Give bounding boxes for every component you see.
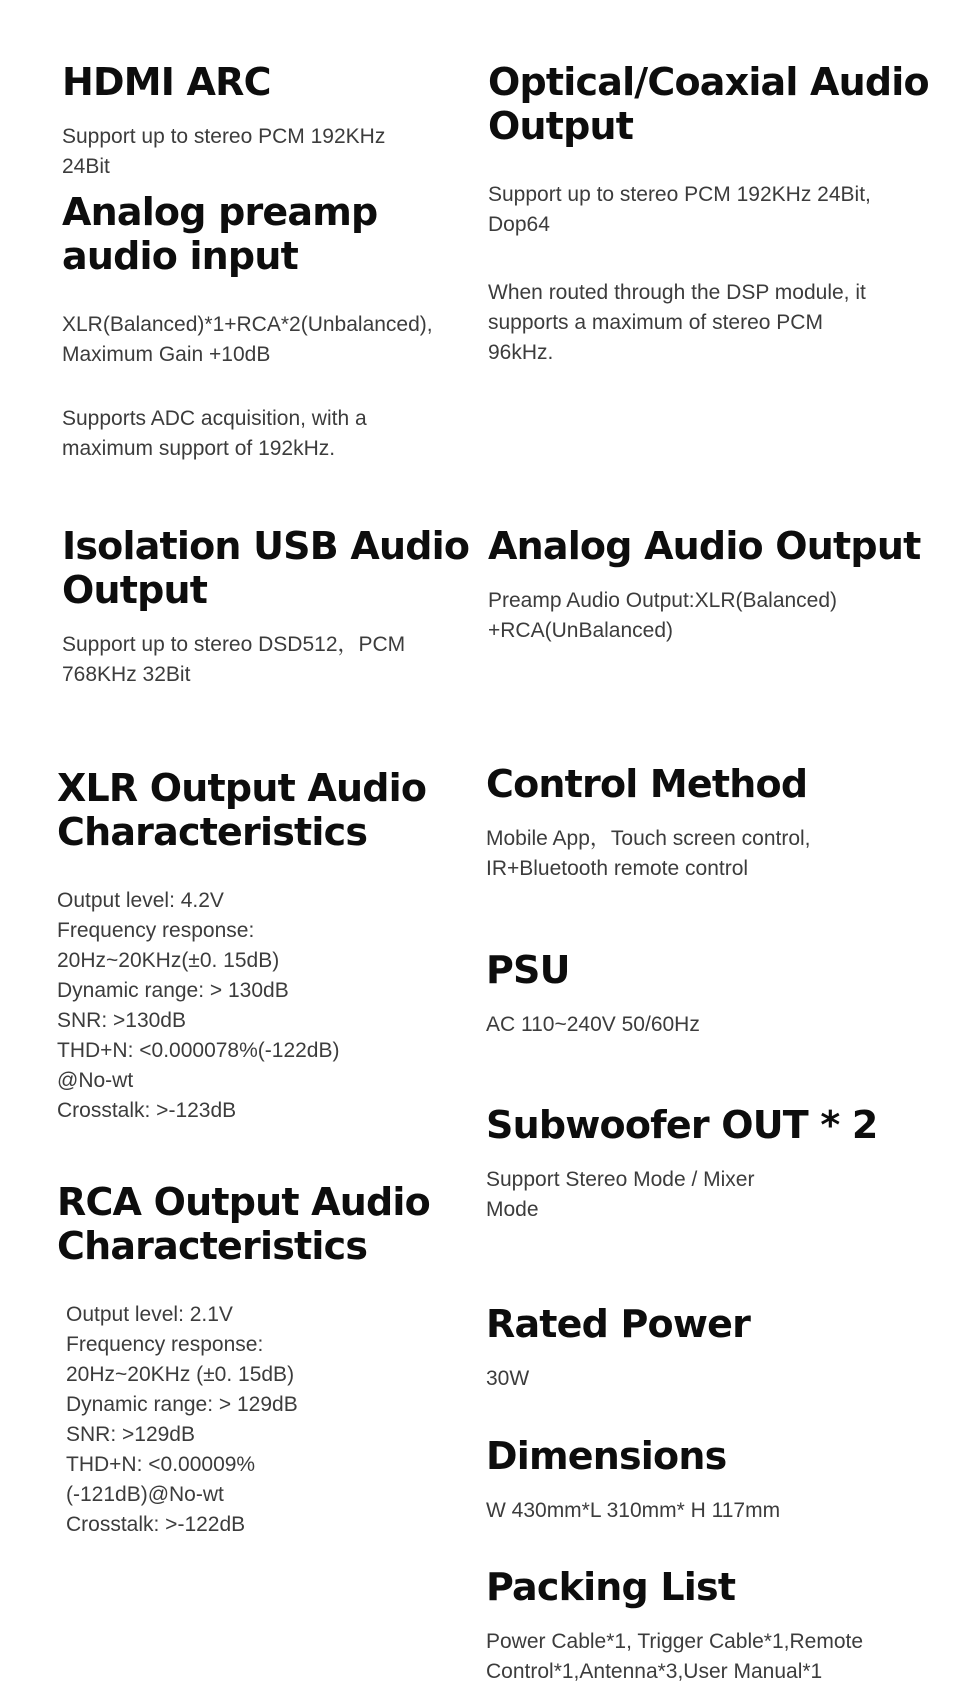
hdmi-arc-title: HDMI ARC [62, 60, 271, 104]
subwoofer-desc [486, 1165, 946, 1225]
dimensions-title: Dimensions [486, 1434, 727, 1478]
xlr-spec-line: Output level: 4.2V [57, 889, 224, 912]
optical-output-title-line-2: Output [488, 104, 634, 148]
packing-list-section [486, 1565, 956, 1687]
control-method-title: Control Method [486, 762, 808, 806]
optical-output-desc-1 [488, 180, 948, 240]
xlr-spec-line: Crosstalk: >-123dB [57, 1099, 237, 1122]
usb-output-line-2: 768KHz 32Bit [62, 663, 191, 686]
optical-p1-line-2: Dop64 [488, 213, 550, 236]
usb-output-desc [62, 630, 482, 690]
rca-output-title [57, 1180, 477, 1268]
control-method-section [486, 762, 946, 884]
psu-section [486, 948, 946, 1040]
hdmi-arc-section [62, 60, 482, 182]
psu-line-1: AC 110~240V 50/60Hz [486, 1013, 700, 1036]
subwoofer-line-1: Support Stereo Mode / Mixer [486, 1168, 755, 1191]
rca-output-specs [57, 1300, 477, 1540]
analog-input-p1-line-2: Maximum Gain +10dB [62, 343, 271, 366]
psu-title: PSU [486, 948, 570, 992]
analog-input-p2-line-2: maximum support of 192kHz. [62, 437, 336, 460]
packing-list-line-1: Power Cable*1, Trigger Cable*1,Remote [486, 1630, 864, 1653]
dimensions-desc [486, 1496, 946, 1526]
analog-output-title: Analog Audio Output [488, 524, 921, 568]
hdmi-arc-line-1: Support up to stereo PCM 192KHz [62, 125, 386, 148]
rca-spec-line: THD+N: <0.00009% [66, 1453, 256, 1476]
subwoofer-line-2: Mode [486, 1198, 539, 1221]
xlr-spec-line: @No-wt [57, 1069, 134, 1092]
optical-output-title [488, 60, 948, 148]
analog-output-section [488, 524, 948, 646]
subwoofer-section [486, 1103, 946, 1225]
xlr-output-specs [57, 886, 477, 1126]
dimensions-line-1: W 430mm*L 310mm* H 117mm [486, 1499, 781, 1522]
xlr-output-title-line-2: Characteristics [57, 810, 368, 854]
rca-output-section [57, 1180, 477, 1540]
optical-p2-line-1: When routed through the DSP module, it [488, 281, 866, 304]
xlr-spec-line: SNR: >130dB [57, 1009, 186, 1032]
xlr-spec-line: 20Hz~20KHz(±0. 15dB) [57, 949, 280, 972]
rated-power-desc [486, 1364, 946, 1394]
rca-output-title-line-1: RCA Output Audio [57, 1180, 430, 1224]
xlr-output-title [57, 766, 477, 854]
rated-power-title: Rated Power [486, 1302, 751, 1346]
rated-power-section [486, 1302, 946, 1394]
analog-input-p1-line-1: XLR(Balanced)*1+RCA*2(Unbalanced), [62, 313, 433, 336]
usb-output-title-line-2: Output [62, 568, 208, 612]
usb-output-title-line-1: Isolation USB Audio [62, 524, 470, 568]
analog-input-title-line-1: Analog preamp [62, 190, 378, 234]
optical-output-desc-2 [488, 278, 948, 368]
optical-output-title-line-1: Optical/Coaxial Audio [488, 60, 929, 104]
xlr-spec-line: THD+N: <0.000078%(-122dB) [57, 1039, 340, 1062]
subwoofer-title: Subwoofer OUT * 2 [486, 1103, 878, 1147]
analog-input-title-line-2: audio input [62, 234, 298, 278]
usb-output-title [62, 524, 482, 612]
rca-spec-line: 20Hz~20KHz (±0. 15dB) [66, 1363, 295, 1386]
rca-output-title-line-2: Characteristics [57, 1224, 368, 1268]
rca-spec-line: SNR: >129dB [66, 1423, 195, 1446]
hdmi-arc-line-2: 24Bit [62, 155, 110, 178]
rca-spec-line: Crosstalk: >-122dB [66, 1513, 246, 1536]
rca-spec-line: (-121dB)@No-wt [66, 1483, 224, 1506]
analog-input-section [62, 190, 482, 464]
psu-desc [486, 1010, 946, 1040]
dimensions-section [486, 1434, 946, 1526]
packing-list-desc [486, 1627, 956, 1687]
analog-input-desc-2 [62, 404, 482, 464]
packing-list-line-2: Control*1,Antenna*3,User Manual*1 [486, 1660, 823, 1683]
optical-p1-line-1: Support up to stereo PCM 192KHz 24Bit, [488, 183, 871, 206]
analog-output-line-1: Preamp Audio Output:XLR(Balanced) [488, 589, 838, 612]
rca-spec-line: Dynamic range: > 129dB [66, 1393, 298, 1416]
rca-spec-line: Frequency response: [66, 1333, 264, 1356]
analog-input-title [62, 190, 482, 278]
control-method-line-2: IR+Bluetooth remote control [486, 857, 749, 880]
analog-input-desc-1 [62, 310, 482, 370]
optical-output-section [488, 60, 948, 368]
packing-list-title: Packing List [486, 1565, 736, 1609]
xlr-spec-line: Frequency response: [57, 919, 255, 942]
control-method-desc [486, 824, 946, 884]
optical-p2-line-2: supports a maximum of stereo PCM [488, 311, 823, 334]
hdmi-arc-desc [62, 122, 482, 182]
rated-power-line-1: 30W [486, 1367, 530, 1390]
analog-output-line-2: +RCA(UnBalanced) [488, 619, 674, 642]
xlr-spec-line: Dynamic range: > 130dB [57, 979, 289, 1002]
usb-output-line-1: Support up to stereo DSD512，PCM [62, 633, 406, 656]
xlr-output-section [57, 766, 477, 1126]
xlr-output-title-line-1: XLR Output Audio [57, 766, 427, 810]
rca-spec-line: Output level: 2.1V [66, 1303, 233, 1326]
optical-p2-line-3: 96kHz. [488, 341, 554, 364]
analog-output-desc [488, 586, 948, 646]
usb-output-section [62, 524, 482, 690]
control-method-line-1: Mobile App，Touch screen control, [486, 827, 811, 850]
analog-input-p2-line-1: Supports ADC acquisition, with a [62, 407, 367, 430]
